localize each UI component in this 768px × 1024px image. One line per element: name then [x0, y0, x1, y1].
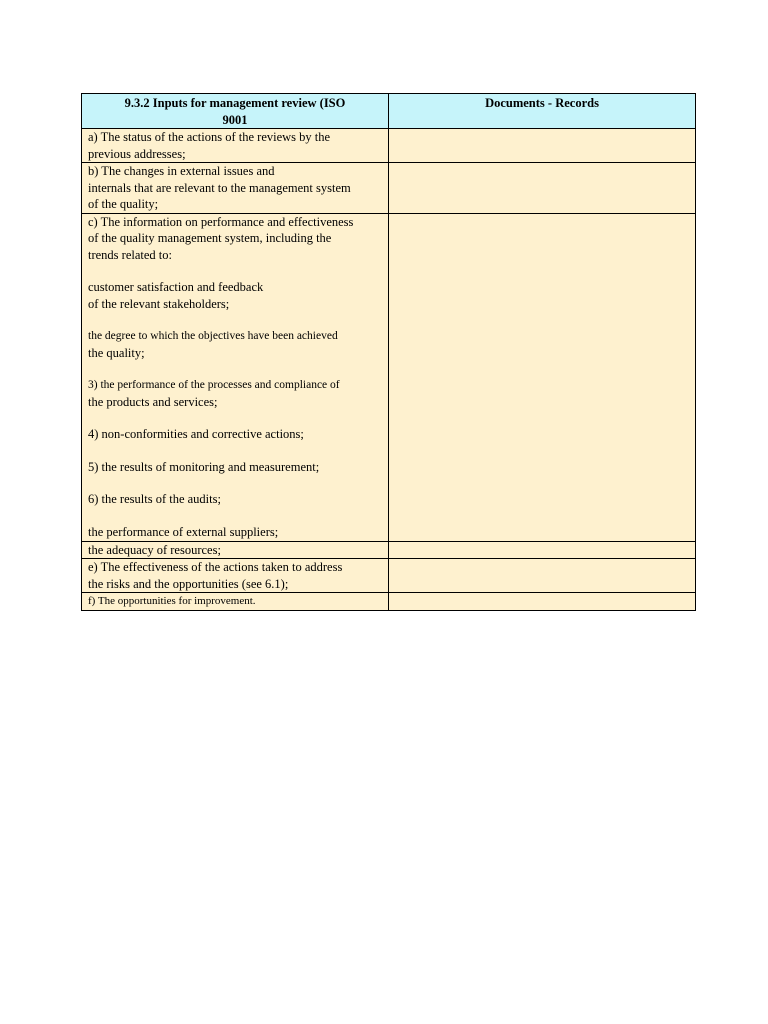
row-b-records-cell [389, 163, 696, 214]
row-resources-text: the adequacy of resources; [88, 542, 221, 557]
row-b-input-cell [82, 163, 389, 214]
header-records-cell [389, 94, 696, 129]
header-inputs-cell [82, 94, 389, 129]
row-e-input-cell [82, 559, 389, 593]
row-c-item1-line1: customer satisfaction and feedback [88, 280, 264, 294]
table-row-c [82, 213, 696, 541]
row-a-records-cell [389, 129, 696, 163]
row-resources-input-cell [82, 541, 389, 559]
row-c-item6: 6) the results of the audits; [88, 492, 221, 506]
row-c-item2-line2: the quality; [88, 345, 145, 360]
row-c-item3-line1: 3) the performance of the processes and compliance of [88, 379, 340, 391]
row-c-item2-line1: the degree to which the objectives have been achieved [88, 330, 338, 342]
table-row-resources [82, 541, 696, 559]
row-f-text: f) The opportunities for improvement. [88, 595, 256, 607]
spacer [88, 508, 382, 524]
row-c-intro-line1: c) The information on performance and effectiveness [88, 214, 354, 229]
row-e-line2: the risks and the opportunities (see 6.1); [88, 576, 289, 591]
row-b-line1: b) The changes in external issues and [88, 164, 275, 178]
row-e-records-cell [389, 559, 696, 593]
management-review-table [81, 93, 696, 611]
header-records-label: Documents - Records [485, 96, 599, 110]
spacer [88, 443, 382, 459]
spacer [88, 475, 382, 491]
row-a-input-cell [82, 129, 389, 163]
row-resources-records-cell [389, 541, 696, 559]
row-b-line2: internals that are relevant to the management system [88, 180, 351, 195]
spacer [88, 361, 382, 377]
header-row [82, 94, 696, 129]
row-c-item3-line2: the products and services; [88, 394, 218, 409]
row-c-item4: 4) non-conformities and corrective actions; [88, 427, 304, 441]
table-row-a [82, 129, 696, 163]
row-c-intro-line3: trends related to: [88, 247, 172, 262]
row-c-item1-line2: of the relevant stakeholders; [88, 296, 230, 311]
row-c-records-cell [389, 213, 696, 541]
table-row-f [82, 593, 696, 611]
row-c-input-cell [82, 213, 389, 541]
header-inputs-line2: 9001 [222, 112, 248, 127]
row-c-item7: the performance of external suppliers; [88, 524, 279, 539]
spacer [88, 312, 382, 328]
row-a-line1: a) The status of the actions of the reviews by the [88, 130, 331, 144]
header-inputs-line1: 9.3.2 Inputs for management review (ISO [124, 96, 346, 110]
row-f-records-cell [389, 593, 696, 611]
row-c-item5: 5) the results of monitoring and measurement; [88, 459, 320, 474]
table-row-b [82, 163, 696, 214]
row-c-intro-line2: of the quality management system, including the [88, 231, 332, 245]
row-b-line3: of the quality; [88, 197, 159, 211]
row-e-line1: e) The effectiveness of the actions taken to address [88, 560, 343, 574]
spacer [88, 263, 382, 279]
row-a-line2: previous addresses; [88, 146, 186, 161]
spacer [88, 410, 382, 426]
table-row-e [82, 559, 696, 593]
row-f-input-cell [82, 593, 389, 611]
